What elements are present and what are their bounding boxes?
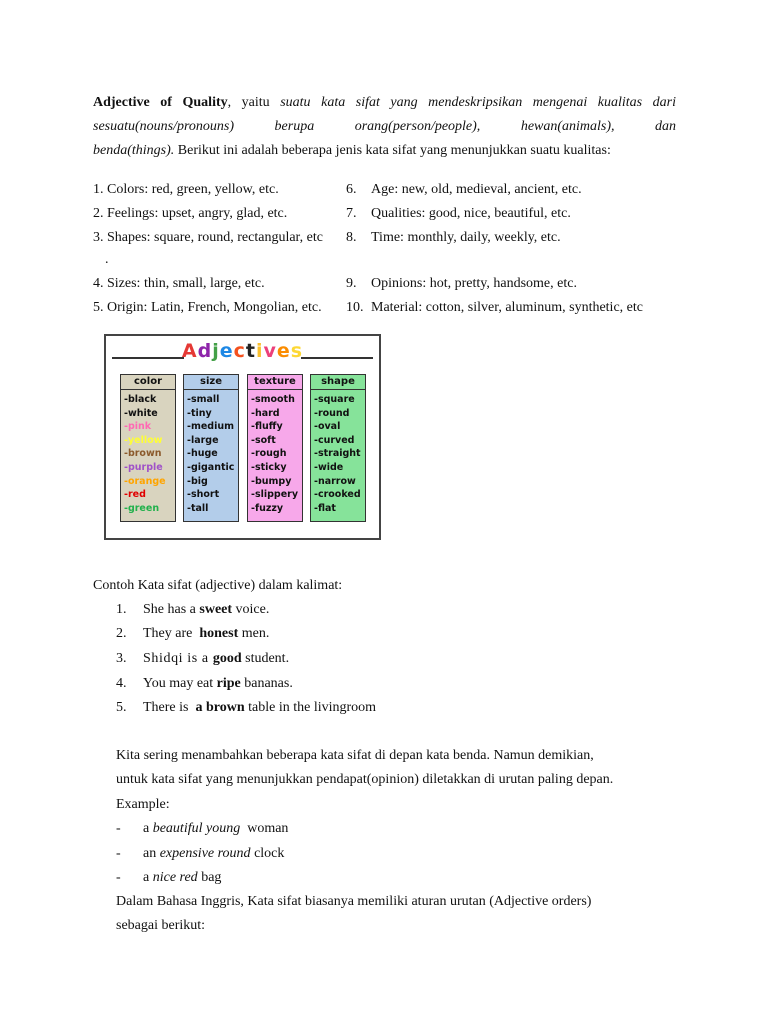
- adjective-word: -smooth: [251, 394, 295, 405]
- adjective-word: -fluffy: [251, 421, 283, 433]
- order-example: a beautiful young woman: [143, 821, 289, 836]
- order-paragraph-line: Dalam Bahasa Inggris, Kata sifat biasanya memiliki aturan urutan (Adjective orders): [116, 894, 592, 909]
- type-num: 10.: [346, 300, 364, 315]
- column-list: [184, 390, 238, 515]
- example-num: 1.: [116, 602, 127, 617]
- adjective-word: -rough: [251, 448, 287, 460]
- type-item: Opinions: hot, pretty, handsome, etc.: [371, 276, 577, 291]
- adjective-word: -large: [187, 434, 219, 446]
- type-num: 7.: [346, 206, 357, 221]
- intro-paragraph: [93, 91, 676, 163]
- column-header: color: [121, 375, 175, 390]
- adjective-word: -red: [124, 489, 146, 501]
- adjectives-figure: [104, 334, 381, 540]
- example-sentence: They are honest men.: [143, 626, 270, 641]
- title-letter: A: [181, 340, 198, 362]
- example-num: 5.: [116, 700, 127, 715]
- adjective-word: -short: [187, 489, 220, 501]
- title-letter: j: [212, 340, 220, 362]
- column-texture: [247, 374, 303, 522]
- type-item: 5. Origin: Latin, French, Mongolian, etc.: [93, 300, 322, 315]
- example-sentence: There is a brown table in the livingroom: [143, 700, 377, 715]
- type-item: 2. Feelings: upset, angry, glad, etc.: [93, 206, 288, 221]
- figure-title: [106, 340, 379, 362]
- column-header: texture: [248, 375, 302, 390]
- type-num: 8.: [346, 230, 357, 245]
- adjective-word: -flat: [314, 502, 336, 514]
- dash-bullet: -: [116, 821, 121, 836]
- adjective-word: -crooked: [314, 489, 361, 501]
- column-list: [248, 390, 302, 515]
- order-example: an expensive round clock: [143, 846, 285, 861]
- adjective-word: -green: [124, 502, 160, 514]
- adjective-word: -round: [314, 407, 350, 419]
- adjective-word: -huge: [187, 448, 218, 460]
- adjective-word: -medium: [187, 421, 235, 433]
- dash-bullet: -: [116, 846, 121, 861]
- adjective-word: -pink: [124, 421, 152, 433]
- column-list: [121, 390, 175, 515]
- adjective-word: -fuzzy: [251, 502, 284, 514]
- example-sentence: You may eat ripe bananas.: [143, 676, 293, 691]
- type-num: 6.: [346, 182, 357, 197]
- title-letter: e: [276, 340, 291, 362]
- adjective-word: -yellow: [124, 434, 163, 446]
- order-example: a nice red bag: [143, 870, 222, 885]
- adjective-word: -square: [314, 394, 355, 405]
- adjective-word: -straight: [314, 448, 361, 460]
- term-bold: Adjective of Quality: [93, 95, 228, 110]
- adjective-word: -slippery: [251, 489, 299, 501]
- title-letter: e: [219, 340, 234, 362]
- adjective-word: -orange: [124, 475, 166, 487]
- column-color: [120, 374, 176, 522]
- adjective-word: -brown: [124, 448, 162, 460]
- adjective-word: -black: [124, 394, 157, 405]
- adjective-word: -hard: [251, 407, 280, 419]
- adjective-word: -wide: [314, 461, 344, 473]
- type-item: 3. Shapes: square, round, rectangular, etc: [93, 230, 323, 245]
- column-header: size: [184, 375, 238, 390]
- column-header: shape: [311, 375, 365, 390]
- examples-heading: Contoh Kata sifat (adjective) dalam kalimat:: [93, 578, 343, 593]
- column-list: [311, 390, 365, 515]
- adjective-word: -tiny: [187, 407, 212, 419]
- intro-line-1: Adjective of Quality, yaitu suatu kata sifat yang mendeskripsikan mengenai kualitas dari: [93, 95, 676, 110]
- example-sentence: Shidqi is a good student.: [143, 651, 290, 666]
- adjective-word: -curved: [314, 434, 355, 446]
- type-item: Time: monthly, daily, weekly, etc.: [371, 230, 561, 245]
- type-wrap-dot: .: [105, 252, 109, 267]
- type-item: 4. Sizes: thin, small, large, etc.: [93, 276, 265, 291]
- example-num: 2.: [116, 626, 127, 641]
- example-label: Example:: [116, 797, 170, 812]
- order-paragraph-line: untuk kata sifat yang menunjukkan pendapat(opinion) diletakkan di urutan paling depan.: [116, 772, 614, 787]
- column-size: [183, 374, 239, 522]
- title-letter: t: [245, 340, 256, 362]
- adjective-word: -narrow: [314, 475, 356, 487]
- title-letter: d: [197, 340, 213, 362]
- type-item: 1. Colors: red, green, yellow, etc.: [93, 182, 279, 197]
- adjective-word: -gigantic: [187, 461, 235, 473]
- adjective-word: -big: [187, 475, 208, 487]
- column-shape: [310, 374, 366, 522]
- adjective-word: -bumpy: [251, 475, 292, 487]
- intro-line-3: benda(things). Berikut ini adalah beberapa jenis kata sifat yang menunjukkan suatu kualitas:: [93, 143, 611, 158]
- adjective-word: -white: [124, 407, 158, 419]
- adjective-word: -small: [187, 394, 220, 405]
- title-letter: s: [290, 340, 304, 362]
- order-paragraph-line: sebagai berikut:: [116, 918, 206, 933]
- order-paragraph-line: Kita sering menambahkan beberapa kata sifat di depan kata benda. Namun demikian,: [116, 748, 594, 763]
- type-item: Material: cotton, silver, aluminum, synthetic, etc: [371, 300, 643, 315]
- adjective-word: -tall: [187, 502, 209, 514]
- adjective-word: -purple: [124, 461, 163, 473]
- adjective-word: -sticky: [251, 461, 287, 473]
- adjective-word: -oval: [314, 421, 341, 433]
- type-item: Qualities: good, nice, beautiful, etc.: [371, 206, 571, 221]
- type-item: Age: new, old, medieval, ancient, etc.: [371, 182, 582, 197]
- intro-line-2: sesuatu(nouns/pronouns) berupa orang(person/people), hewan(animals), dan: [93, 119, 677, 134]
- title-letter: c: [233, 340, 246, 362]
- title-letter: i: [255, 340, 264, 362]
- dash-bullet: -: [116, 870, 121, 885]
- title-letter: v: [263, 340, 277, 362]
- example-num: 3.: [116, 651, 127, 666]
- adjective-word: -soft: [251, 434, 276, 446]
- type-num: 9.: [346, 276, 357, 291]
- example-num: 4.: [116, 676, 127, 691]
- example-sentence: She has a sweet voice.: [143, 602, 270, 617]
